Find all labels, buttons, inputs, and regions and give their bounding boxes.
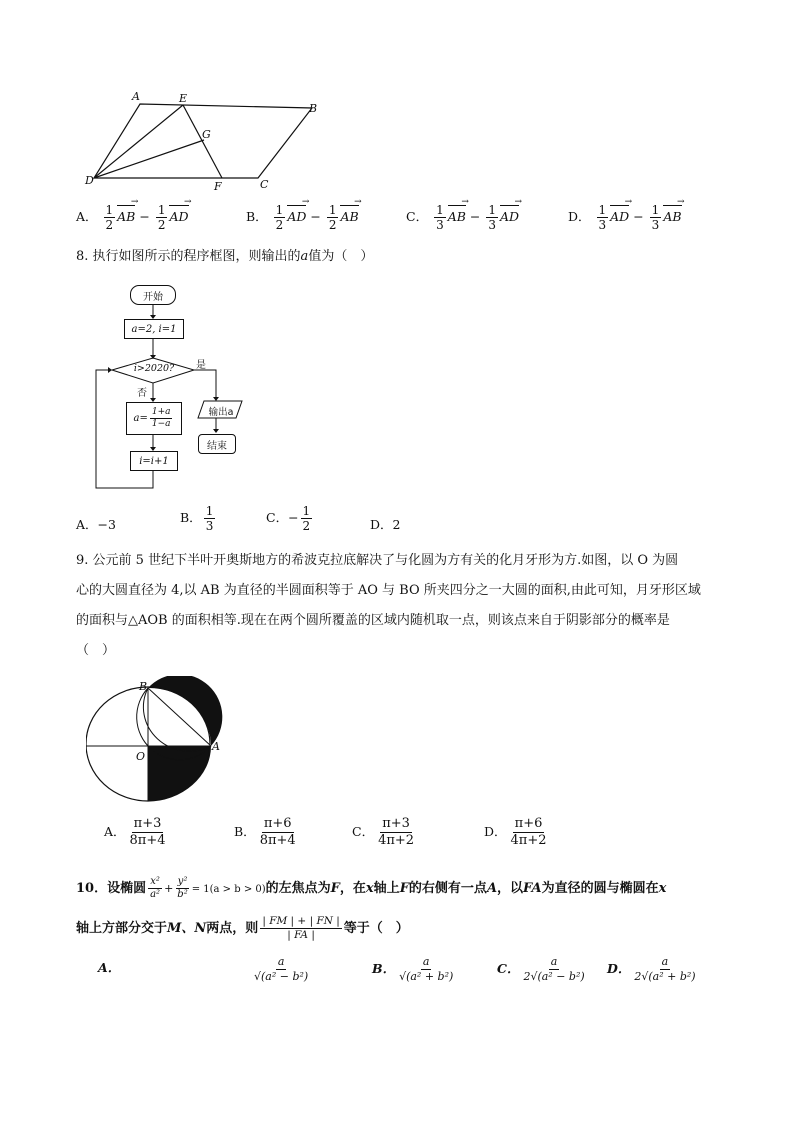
q9-option-d[interactable]: D． $\frac{\pi+6}{4\pi+2}$ [484,816,547,848]
q8-option-b[interactable]: B． $\frac{1}{3}$ [180,504,214,533]
q10-option-b[interactable]: B． $\frac{a}{\text{√(a² + b²)}}$ [372,955,454,983]
q7-option-c[interactable]: C． $\frac{1}{3}$ AB → − $\frac{1}{3}$ AD → [406,203,519,232]
label-C: C [260,178,269,191]
q9-option-b[interactable]: B． $\frac{\pi+6}{8\pi+4}$ [234,816,296,848]
question-10-line-2: 轴上方部分交于M、N两点，则 $\frac{| FM | + | FN |}{| FA |}$ 等于（ ） [76,915,409,941]
question-10-line-1: 10．设椭圆 $\frac{\text{x²}}{\text{a²}}$ + $\frac{\text{y²}}{\text{b²}}$ = 1(a > b > 0)的左焦点为F，在x轴上F的右侧有一点A，以FA为直径的圆与椭圆在x [76,876,667,900]
flow-yes-label: 是 [196,360,206,371]
q10-option-a-value: $\frac{a}{\text{√(a² − b²)}}$ [254,955,309,983]
q8-option-c[interactable]: C．− $\frac{1}{2}$ [266,504,311,533]
q10-option-d[interactable]: D． $\frac{a}{\text{2√(a² + b²)}}$ [607,955,696,983]
flow-start: 开始 [130,285,176,305]
vector-ab: AB → [448,209,466,224]
question-9-stem: 9. 公元前 5 世纪下半叶开奥斯地方的希波克拉底解决了与化圆为方有关的化月牙形为方.如图，以 O 为圆 心的大圆直径为 4,以 AB 为直径的半圆面积等于 AO 与 BO 所夹四分之一大圆的面积,由此可知，月牙形区域 的面积与△AOB 的面积相等.现在在两个圆所覆盖的区域内随机取一点，则该点来自于阴影部分的概率是 （ ） [76,553,701,658]
flow-no-label: 否 [137,388,147,399]
label-E: E [179,92,188,105]
q7-option-d[interactable]: D． $\frac{1}{3}$ AD → − $\frac{1}{3}$ AB → [568,203,682,232]
q10-option-a[interactable]: A． [98,960,121,975]
label-O: O [136,750,146,763]
label-B: B [139,680,148,693]
parallelogram-figure [80,88,330,194]
flow-init: a=2, i=1 [124,319,184,339]
vector-ad: AD → [169,209,188,224]
q9-option-c[interactable]: C． $\frac{\pi+3}{4\pi+2}$ [352,816,415,848]
vector-ab: AB → [117,209,135,224]
vector-ad: AD → [500,209,519,224]
lune-figure [86,676,236,802]
flow-condition: i>2020? [133,363,175,374]
vector-ab: AB → [663,209,681,224]
q7-option-a[interactable]: A． $\frac{1}{2}$ AB → − $\frac{1}{2}$ AD → [76,203,189,232]
vector-ad: AD → [610,209,629,224]
q8-option-a[interactable]: A．−3 [76,517,116,532]
q7-option-b[interactable]: B． $\frac{1}{2}$ AD → − $\frac{1}{2}$ AB → [246,203,359,232]
flowchart [90,280,270,495]
flow-output: 输出a [208,407,234,418]
label-D: D [85,174,94,187]
flow-increment: i=i+1 [130,451,178,471]
q8-option-d[interactable]: D．2 [370,517,401,532]
label-G: G [202,128,211,141]
vector-ad: AD → [287,209,306,224]
question-8-stem: 8. 执行如图所示的程序框图，则输出的a值为（ ） [76,249,374,264]
label-A: A [132,90,140,103]
flow-assign: a= $\frac{1+a}{1-a}$ [126,402,182,435]
q9-option-a[interactable]: A． $\frac{\pi+3}{8\pi+4}$ [104,816,166,848]
flow-end: 结束 [198,434,236,454]
label-A: A [212,740,220,753]
label-F: F [214,180,222,193]
vector-ab: AB → [340,209,358,224]
label-B: B [309,102,318,115]
q10-option-c[interactable]: C． $\frac{a}{\text{2√(a² − b²)}}$ [497,955,585,983]
